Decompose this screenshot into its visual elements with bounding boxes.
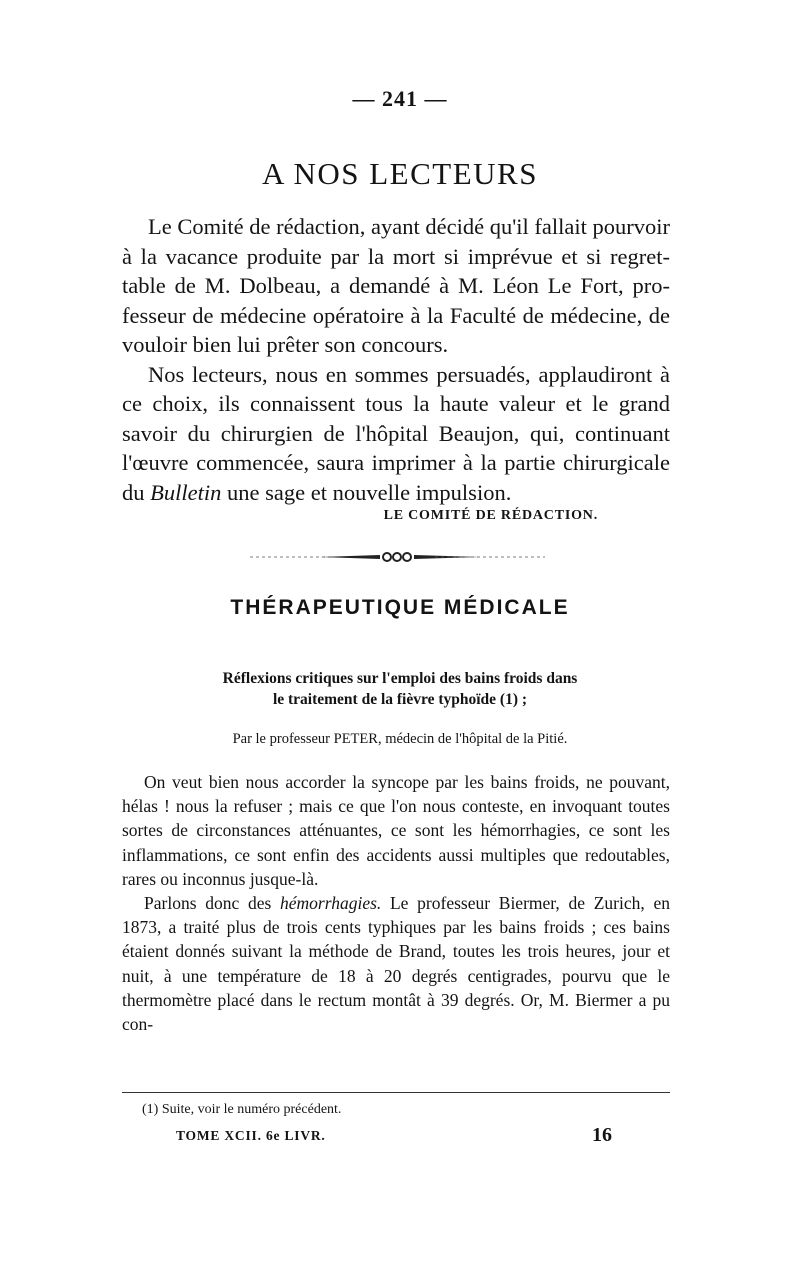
article-body (122, 770, 670, 1036)
hemorrhagies-italic: hémorrhagies. (280, 893, 382, 914)
intro-text (122, 212, 670, 507)
body-paragraph-2-end: Le professeur Biermer, de Zurich, en 1873, a traité plus de trois cents typhiques par les bains froids ; ces bains étaient donnés suivant la méthode de Brand, toutes les trois heures, jour et nuit, à une température de 18 à 20 degrés centigrades, pourvu que le thermomètre placé dans le rectum montât à 39 degrés. Or, M. Biermer a pu con- (122, 893, 670, 1035)
article-title (110, 668, 690, 710)
page-number: — 241 — (352, 86, 448, 111)
footnote-rule (122, 1092, 670, 1093)
intro-paragraph-1: Le Comité de rédaction, ayant décidé qu'il fallait pourvoir à la vacance produite par la mort si imprévue et si regrettable de M. Dolbeau, a demandé à M. Léon Le Fort, professeur de médecine opératoire à la Faculté de médecine, de vouloir bien lui prêter son concours. (122, 214, 670, 357)
body-paragraph-1: On veut bien nous accorder la syncope par les bains froids, ne pouvant, hélas ! nous la refuser ; mais ce que l'on nous conteste, en invoquant toutes sortes de circonstances atténuantes, ce sont les hémorrhagies, ce sont les inflammations, ce sont enfin des accidents aussi multiples que redoutables, rares ou inconnus jusque-là. (122, 772, 670, 889)
section-heading: THÉRAPEUTIQUE MÉDICALE (230, 596, 570, 619)
article-title-line-1: Réflexions critiques sur l'emploi des bains froids dans (222, 670, 578, 687)
article-title-line-2: le traitement de la fièvre typhoïde (1) ; (272, 691, 528, 708)
ornament-divider-icon (250, 546, 545, 568)
gathering-number: 16 (592, 1124, 612, 1146)
body-paragraph-2-start: Parlons donc des (144, 893, 280, 914)
intro-paragraph-2-end: une sage et nouvelle impulsion. (221, 479, 512, 505)
footnote: (1) Suite, voir le numéro précédent. (142, 1102, 342, 1117)
author-line: Par le professeur PETER, médecin de l'hôpital de la Pitié. (232, 731, 568, 747)
section-title: A NOS LECTEURS (262, 156, 538, 191)
intro-paragraph-2 (122, 360, 670, 508)
volume-signature: TOME XCII. 6e LIVR. (176, 1128, 326, 1143)
bulletin-italic: Bulletin (150, 479, 222, 505)
editorial-signature: LE COMITÉ DE RÉDACTION. (383, 508, 598, 523)
body-paragraph-2 (122, 891, 670, 1036)
intro-paragraph-2-text: Nos lecteurs, nous en sommes persuadés, applaudiront à ce choix, ils connaissent tous la haute valeur et le grand savoir du chirurgien de l'hôpital Beaujon, qui, continuant l'œuvre commencée, saura imprimer à la partie chirurgicale du (122, 361, 670, 505)
